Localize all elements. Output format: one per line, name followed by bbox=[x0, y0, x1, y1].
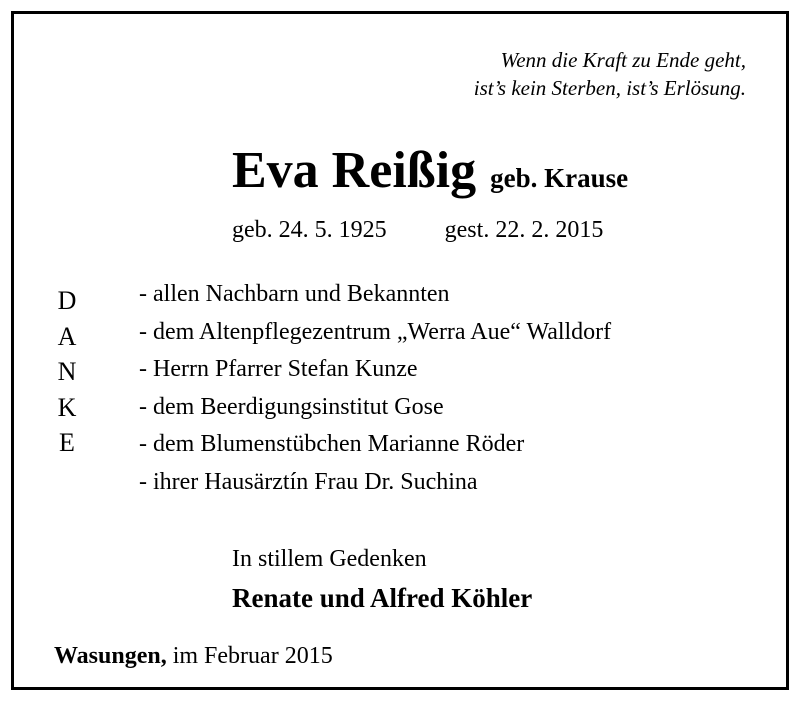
deceased-name: Eva Reißig bbox=[232, 142, 477, 199]
thanks-item: - Herrn Pfarrer Stefan Kunze bbox=[139, 356, 418, 383]
obituary-frame bbox=[11, 11, 789, 690]
thanks-item: - dem Altenpflegezentrum „Werra Aue“ Walldorf bbox=[139, 318, 612, 345]
life-dates bbox=[232, 215, 603, 245]
thanks-item: - dem Beerdigungsinstitut Gose bbox=[139, 393, 444, 420]
danke-letter: D bbox=[57, 286, 77, 315]
danke-letter: E bbox=[59, 428, 75, 457]
danke-letter: N bbox=[57, 357, 77, 386]
thanks-list bbox=[139, 276, 611, 502]
thanks-item: - allen Nachbarn und Bekannten bbox=[139, 281, 450, 307]
deceased-birth-name: geb. Krause bbox=[490, 163, 629, 193]
death-date: gest. 22. 2. 2015 bbox=[444, 217, 604, 243]
motto-quote bbox=[474, 46, 746, 102]
signers-names: Renate und Alfred Köhler bbox=[232, 583, 533, 613]
danke-letter: K bbox=[57, 392, 77, 422]
thanks-item: - ihrer Hausärztín Frau Dr. Suchina bbox=[139, 468, 478, 495]
danke-letter: A bbox=[57, 321, 77, 351]
place-date: im Februar 2015 bbox=[172, 643, 333, 669]
closing-phrase: In stillem Gedenken bbox=[232, 546, 427, 572]
danke-vertical bbox=[54, 283, 80, 461]
place-town: Wasungen, bbox=[54, 643, 167, 669]
place-and-date bbox=[54, 641, 333, 671]
deceased-name-line bbox=[232, 141, 628, 201]
thanks-item: - dem Blumenstübchen Marianne Röder bbox=[139, 431, 525, 458]
motto-line-1: Wenn die Kraft zu Ende geht, bbox=[500, 48, 746, 72]
birth-date: geb. 24. 5. 1925 bbox=[232, 217, 387, 243]
motto-line-2: ist’s kein Sterben, ist’s Erlösung. bbox=[473, 76, 746, 100]
